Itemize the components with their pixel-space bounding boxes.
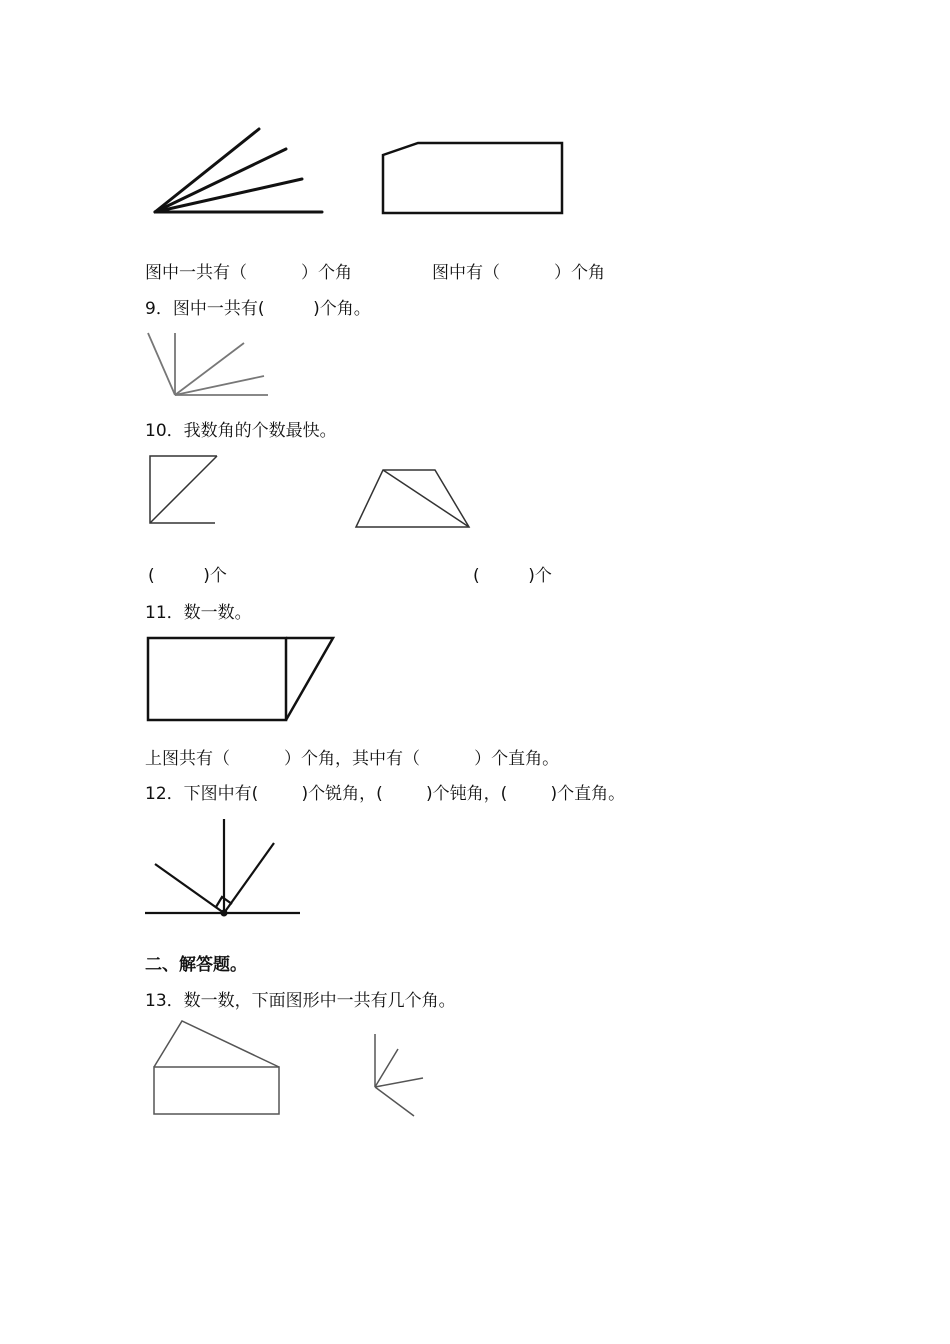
question-10: 10．我数角的个数最快。 <box>145 421 337 441</box>
q10-answer-right: ( )个 <box>473 566 552 586</box>
question-9: 9．图中一共有( )个角。 <box>145 299 371 319</box>
question-11: 11．数一数。 <box>145 603 252 623</box>
question-12: 12．下图中有( )个锐角，( )个钝角，( )个直角。 <box>145 784 626 804</box>
section-2-title: 二、解答题。 <box>145 955 247 975</box>
q10-answer-left: ( )个 <box>148 566 227 586</box>
q11-answer: 上图共有（ ）个角，其中有（ ）个直角。 <box>145 749 560 769</box>
question-13: 13．数一数，下面图形中一共有几个角。 <box>145 991 456 1011</box>
q8-caption-left: 图中一共有（ ）个角 <box>145 263 353 283</box>
q8-caption-right: 图中有（ ）个角 <box>432 263 606 283</box>
